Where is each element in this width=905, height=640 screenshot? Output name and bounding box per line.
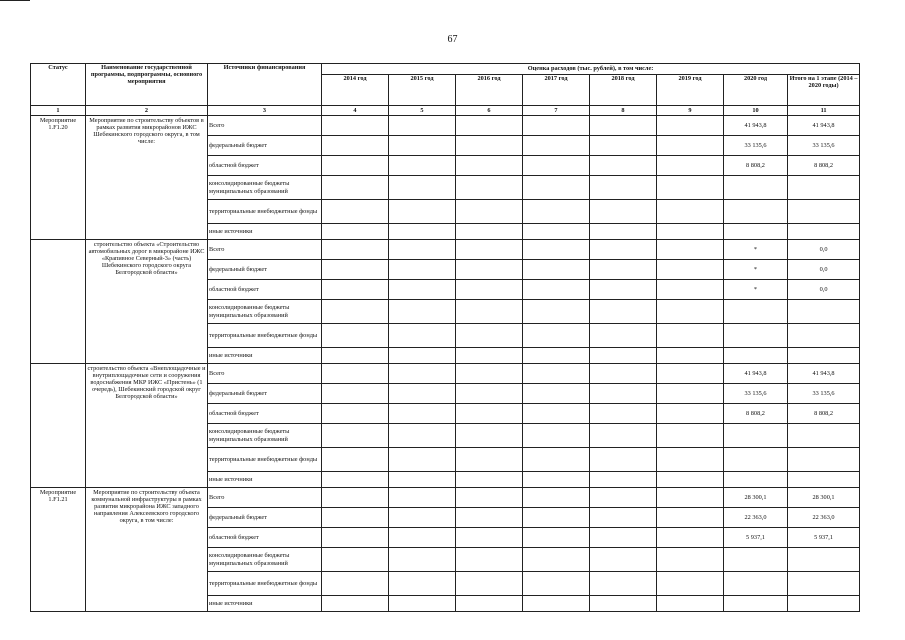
year-value-cell	[523, 548, 590, 572]
year-value-cell	[322, 572, 389, 596]
header-year-2015: 2015 год	[389, 75, 456, 106]
year-value-cell	[389, 364, 456, 384]
year-value-cell	[389, 200, 456, 224]
year-value-cell	[456, 280, 523, 300]
funding-source: территориальные внебюджетные фонды	[208, 448, 322, 472]
year-value-cell	[523, 488, 590, 508]
year-value-cell	[657, 200, 724, 224]
year-value-cell	[389, 528, 456, 548]
year-value-cell	[523, 364, 590, 384]
funding-source: консолидированные бюджеты муниципальных образований	[208, 548, 322, 572]
year-value-cell	[322, 364, 389, 384]
year-value-cell	[322, 488, 389, 508]
value-total	[788, 472, 860, 488]
year-value-cell	[456, 348, 523, 364]
year-value-cell	[657, 572, 724, 596]
year-value-cell	[389, 116, 456, 136]
funding-source: территориальные внебюджетные фонды	[208, 200, 322, 224]
value-total	[788, 300, 860, 324]
value-total: 28 300,1	[788, 488, 860, 508]
value-total: 0,0	[788, 240, 860, 260]
year-value-cell	[590, 572, 657, 596]
row-status: Мероприятие 1.F1.21	[31, 488, 86, 612]
funding-source: территориальные внебюджетные фонды	[208, 324, 322, 348]
value-2020	[724, 324, 788, 348]
funding-source: федеральный бюджет	[208, 508, 322, 528]
header-year-2016: 2016 год	[456, 75, 523, 106]
value-total: 41 943,8	[788, 364, 860, 384]
year-value-cell	[456, 300, 523, 324]
value-2020: 41 943,8	[724, 364, 788, 384]
column-number: 9	[657, 106, 724, 116]
year-value-cell	[456, 156, 523, 176]
year-value-cell	[322, 280, 389, 300]
year-value-cell	[523, 200, 590, 224]
year-value-cell	[456, 364, 523, 384]
value-total	[788, 596, 860, 612]
year-value-cell	[389, 508, 456, 528]
row-status: Мероприятие 1.F1.20	[31, 116, 86, 240]
year-value-cell	[322, 200, 389, 224]
year-value-cell	[590, 260, 657, 280]
year-value-cell	[389, 596, 456, 612]
table-row	[31, 116, 860, 136]
funding-source: областной бюджет	[208, 156, 322, 176]
funding-source: Всего	[208, 116, 322, 136]
year-value-cell	[456, 240, 523, 260]
year-value-cell	[322, 224, 389, 240]
year-value-cell	[590, 472, 657, 488]
year-value-cell	[523, 348, 590, 364]
year-value-cell	[456, 224, 523, 240]
year-value-cell	[322, 472, 389, 488]
year-value-cell	[322, 116, 389, 136]
year-value-cell	[523, 472, 590, 488]
column-number: 3	[208, 106, 322, 116]
year-value-cell	[322, 324, 389, 348]
column-number: 10	[724, 106, 788, 116]
year-value-cell	[456, 404, 523, 424]
value-total	[788, 176, 860, 200]
value-total	[788, 324, 860, 348]
value-2020: *	[724, 280, 788, 300]
funding-source: Всего	[208, 488, 322, 508]
year-value-cell	[322, 448, 389, 472]
year-value-cell	[590, 448, 657, 472]
row-status	[31, 240, 86, 364]
funding-source: федеральный бюджет	[208, 136, 322, 156]
column-number: 4	[322, 106, 389, 116]
year-value-cell	[523, 596, 590, 612]
year-value-cell	[456, 176, 523, 200]
year-value-cell	[389, 136, 456, 156]
value-2020	[724, 224, 788, 240]
year-value-cell	[523, 572, 590, 596]
row-name: строительство объекта «Строительство автомобильных дорог в микрорайоне ИЖС «Крапивное Северный-3» (часть) Шебекинского городского округа Белгородской области»	[86, 240, 208, 364]
header-year-2014: 2014 год	[322, 75, 389, 106]
year-value-cell	[322, 300, 389, 324]
year-value-cell	[456, 488, 523, 508]
header-total: Итого на 1 этапе (2014 – 2020 годы)	[788, 75, 860, 106]
year-value-cell	[322, 240, 389, 260]
funding-source: областной бюджет	[208, 280, 322, 300]
year-value-cell	[590, 156, 657, 176]
value-2020	[724, 176, 788, 200]
funding-source: областной бюджет	[208, 404, 322, 424]
year-value-cell	[657, 508, 724, 528]
year-value-cell	[322, 260, 389, 280]
year-value-cell	[456, 548, 523, 572]
value-2020: *	[724, 240, 788, 260]
year-value-cell	[657, 448, 724, 472]
table-row	[31, 240, 860, 260]
year-value-cell	[590, 200, 657, 224]
year-value-cell	[456, 200, 523, 224]
year-value-cell	[523, 508, 590, 528]
year-value-cell	[389, 572, 456, 596]
year-value-cell	[657, 240, 724, 260]
value-2020: 22 363,0	[724, 508, 788, 528]
year-value-cell	[657, 384, 724, 404]
value-total: 41 943,8	[788, 116, 860, 136]
year-value-cell	[590, 384, 657, 404]
year-value-cell	[389, 240, 456, 260]
value-total: 22 363,0	[788, 508, 860, 528]
year-value-cell	[590, 240, 657, 260]
year-value-cell	[456, 260, 523, 280]
year-value-cell	[456, 136, 523, 156]
value-2020	[724, 548, 788, 572]
value-2020	[724, 424, 788, 448]
value-2020: 41 943,8	[724, 116, 788, 136]
value-2020: *	[724, 260, 788, 280]
value-total	[788, 348, 860, 364]
year-value-cell	[657, 472, 724, 488]
year-value-cell	[657, 280, 724, 300]
funding-source: Всего	[208, 364, 322, 384]
year-value-cell	[389, 300, 456, 324]
column-number: 7	[523, 106, 590, 116]
value-2020: 33 135,6	[724, 136, 788, 156]
row-name: Мероприятие по строительству объекта коммунальной инфраструктуры в рамках развития микрорайона ИЖС западного направления Алексеевского городского округа, в том числе:	[86, 488, 208, 612]
year-value-cell	[590, 404, 657, 424]
year-value-cell	[657, 224, 724, 240]
funding-source: консолидированные бюджеты муниципальных образований	[208, 424, 322, 448]
year-value-cell	[523, 424, 590, 448]
year-value-cell	[590, 324, 657, 348]
year-value-cell	[657, 488, 724, 508]
column-number: 2	[86, 106, 208, 116]
year-value-cell	[389, 224, 456, 240]
year-value-cell	[389, 280, 456, 300]
year-value-cell	[456, 472, 523, 488]
header-estimate: Оценка расходов (тыс. рублей), в том числе:	[322, 64, 860, 75]
header-year-2017: 2017 год	[523, 75, 590, 106]
year-value-cell	[523, 176, 590, 200]
value-2020	[724, 448, 788, 472]
funding-source: федеральный бюджет	[208, 384, 322, 404]
year-value-cell	[456, 116, 523, 136]
year-value-cell	[523, 448, 590, 472]
year-value-cell	[456, 508, 523, 528]
year-value-cell	[523, 404, 590, 424]
year-value-cell	[389, 384, 456, 404]
header-status: Статус	[31, 64, 86, 106]
value-total	[788, 572, 860, 596]
year-value-cell	[456, 384, 523, 404]
year-value-cell	[590, 508, 657, 528]
value-total	[788, 200, 860, 224]
year-value-cell	[389, 156, 456, 176]
year-value-cell	[590, 176, 657, 200]
budget-table	[30, 63, 860, 612]
value-total: 0,0	[788, 260, 860, 280]
value-2020	[724, 200, 788, 224]
year-value-cell	[322, 136, 389, 156]
year-value-cell	[590, 528, 657, 548]
year-value-cell	[657, 116, 724, 136]
year-value-cell	[657, 424, 724, 448]
header-year-2018: 2018 год	[590, 75, 657, 106]
year-value-cell	[523, 300, 590, 324]
year-value-cell	[456, 528, 523, 548]
header-year-2019: 2019 год	[657, 75, 724, 106]
year-value-cell	[657, 260, 724, 280]
row-name: строительство объекта «Внеплощадочные и внутриплощадочные сети и сооружения водоснабжения МКР ИЖС «Пристень» (1 очередь), Шебекинский городской округ Белгородской области»	[86, 364, 208, 488]
value-total	[788, 548, 860, 572]
year-value-cell	[456, 596, 523, 612]
year-value-cell	[657, 136, 724, 156]
table-row	[31, 364, 860, 384]
year-value-cell	[389, 324, 456, 348]
row-status	[31, 364, 86, 488]
year-value-cell	[657, 364, 724, 384]
page-number: 67	[447, 34, 458, 45]
column-number: 5	[389, 106, 456, 116]
year-value-cell	[322, 548, 389, 572]
year-value-cell	[322, 508, 389, 528]
table-row	[31, 488, 860, 508]
funding-source: федеральный бюджет	[208, 260, 322, 280]
header-sources: Источники финансирования	[208, 64, 322, 106]
header-name: Наименование государственной программы, подпрограммы, основного мероприятия	[86, 64, 208, 106]
year-value-cell	[523, 240, 590, 260]
year-value-cell	[590, 596, 657, 612]
value-total	[788, 224, 860, 240]
funding-source: консолидированные бюджеты муниципальных образований	[208, 176, 322, 200]
year-value-cell	[322, 404, 389, 424]
value-total	[788, 448, 860, 472]
value-2020	[724, 596, 788, 612]
value-2020: 8 808,2	[724, 404, 788, 424]
year-value-cell	[322, 424, 389, 448]
column-number: 1	[31, 106, 86, 116]
year-value-cell	[322, 528, 389, 548]
value-2020	[724, 472, 788, 488]
year-value-cell	[590, 488, 657, 508]
value-2020: 5 937,1	[724, 528, 788, 548]
header-year-2020: 2020 год	[724, 75, 788, 106]
value-2020: 8 808,2	[724, 156, 788, 176]
year-value-cell	[523, 528, 590, 548]
year-value-cell	[523, 156, 590, 176]
year-value-cell	[389, 472, 456, 488]
year-value-cell	[389, 448, 456, 472]
year-value-cell	[590, 424, 657, 448]
year-value-cell	[523, 384, 590, 404]
year-value-cell	[389, 404, 456, 424]
year-value-cell	[456, 572, 523, 596]
year-value-cell	[590, 224, 657, 240]
year-value-cell	[590, 116, 657, 136]
row-name: Мероприятие по строительству объектов в рамках развития микрорайонов ИЖС Шебекинского городского округа, в том числе:	[86, 116, 208, 240]
value-total: 33 135,6	[788, 384, 860, 404]
year-value-cell	[523, 324, 590, 348]
year-value-cell	[657, 348, 724, 364]
year-value-cell	[590, 348, 657, 364]
value-total: 33 135,6	[788, 136, 860, 156]
year-value-cell	[389, 260, 456, 280]
year-value-cell	[322, 348, 389, 364]
year-value-cell	[657, 176, 724, 200]
year-value-cell	[523, 224, 590, 240]
year-value-cell	[657, 548, 724, 572]
year-value-cell	[657, 596, 724, 612]
value-total: 8 808,2	[788, 156, 860, 176]
year-value-cell	[590, 300, 657, 324]
year-value-cell	[389, 176, 456, 200]
year-value-cell	[523, 136, 590, 156]
year-value-cell	[456, 424, 523, 448]
funding-source: консолидированные бюджеты муниципальных образований	[208, 300, 322, 324]
column-number: 6	[456, 106, 523, 116]
funding-source: иные источники	[208, 596, 322, 612]
value-total	[788, 424, 860, 448]
year-value-cell	[657, 404, 724, 424]
column-number: 8	[590, 106, 657, 116]
value-total: 5 937,1	[788, 528, 860, 548]
year-value-cell	[389, 348, 456, 364]
funding-source: областной бюджет	[208, 528, 322, 548]
year-value-cell	[322, 384, 389, 404]
year-value-cell	[590, 280, 657, 300]
year-value-cell	[657, 528, 724, 548]
funding-source: иные источники	[208, 348, 322, 364]
year-value-cell	[590, 136, 657, 156]
year-value-cell	[590, 364, 657, 384]
value-total: 0,0	[788, 280, 860, 300]
year-value-cell	[657, 300, 724, 324]
funding-source: территориальные внебюджетные фонды	[208, 572, 322, 596]
year-value-cell	[523, 116, 590, 136]
year-value-cell	[389, 548, 456, 572]
page-edge-line	[0, 0, 30, 1]
value-total: 8 808,2	[788, 404, 860, 424]
year-value-cell	[523, 260, 590, 280]
year-value-cell	[657, 324, 724, 348]
year-value-cell	[523, 280, 590, 300]
column-number: 11	[788, 106, 860, 116]
year-value-cell	[322, 596, 389, 612]
year-value-cell	[590, 548, 657, 572]
funding-source: Всего	[208, 240, 322, 260]
value-2020: 28 300,1	[724, 488, 788, 508]
year-value-cell	[322, 176, 389, 200]
year-value-cell	[389, 488, 456, 508]
year-value-cell	[657, 156, 724, 176]
value-2020	[724, 572, 788, 596]
funding-source: иные источники	[208, 224, 322, 240]
value-2020	[724, 348, 788, 364]
year-value-cell	[456, 448, 523, 472]
year-value-cell	[322, 156, 389, 176]
value-2020	[724, 300, 788, 324]
year-value-cell	[456, 324, 523, 348]
value-2020: 33 135,6	[724, 384, 788, 404]
funding-source: иные источники	[208, 472, 322, 488]
year-value-cell	[389, 424, 456, 448]
